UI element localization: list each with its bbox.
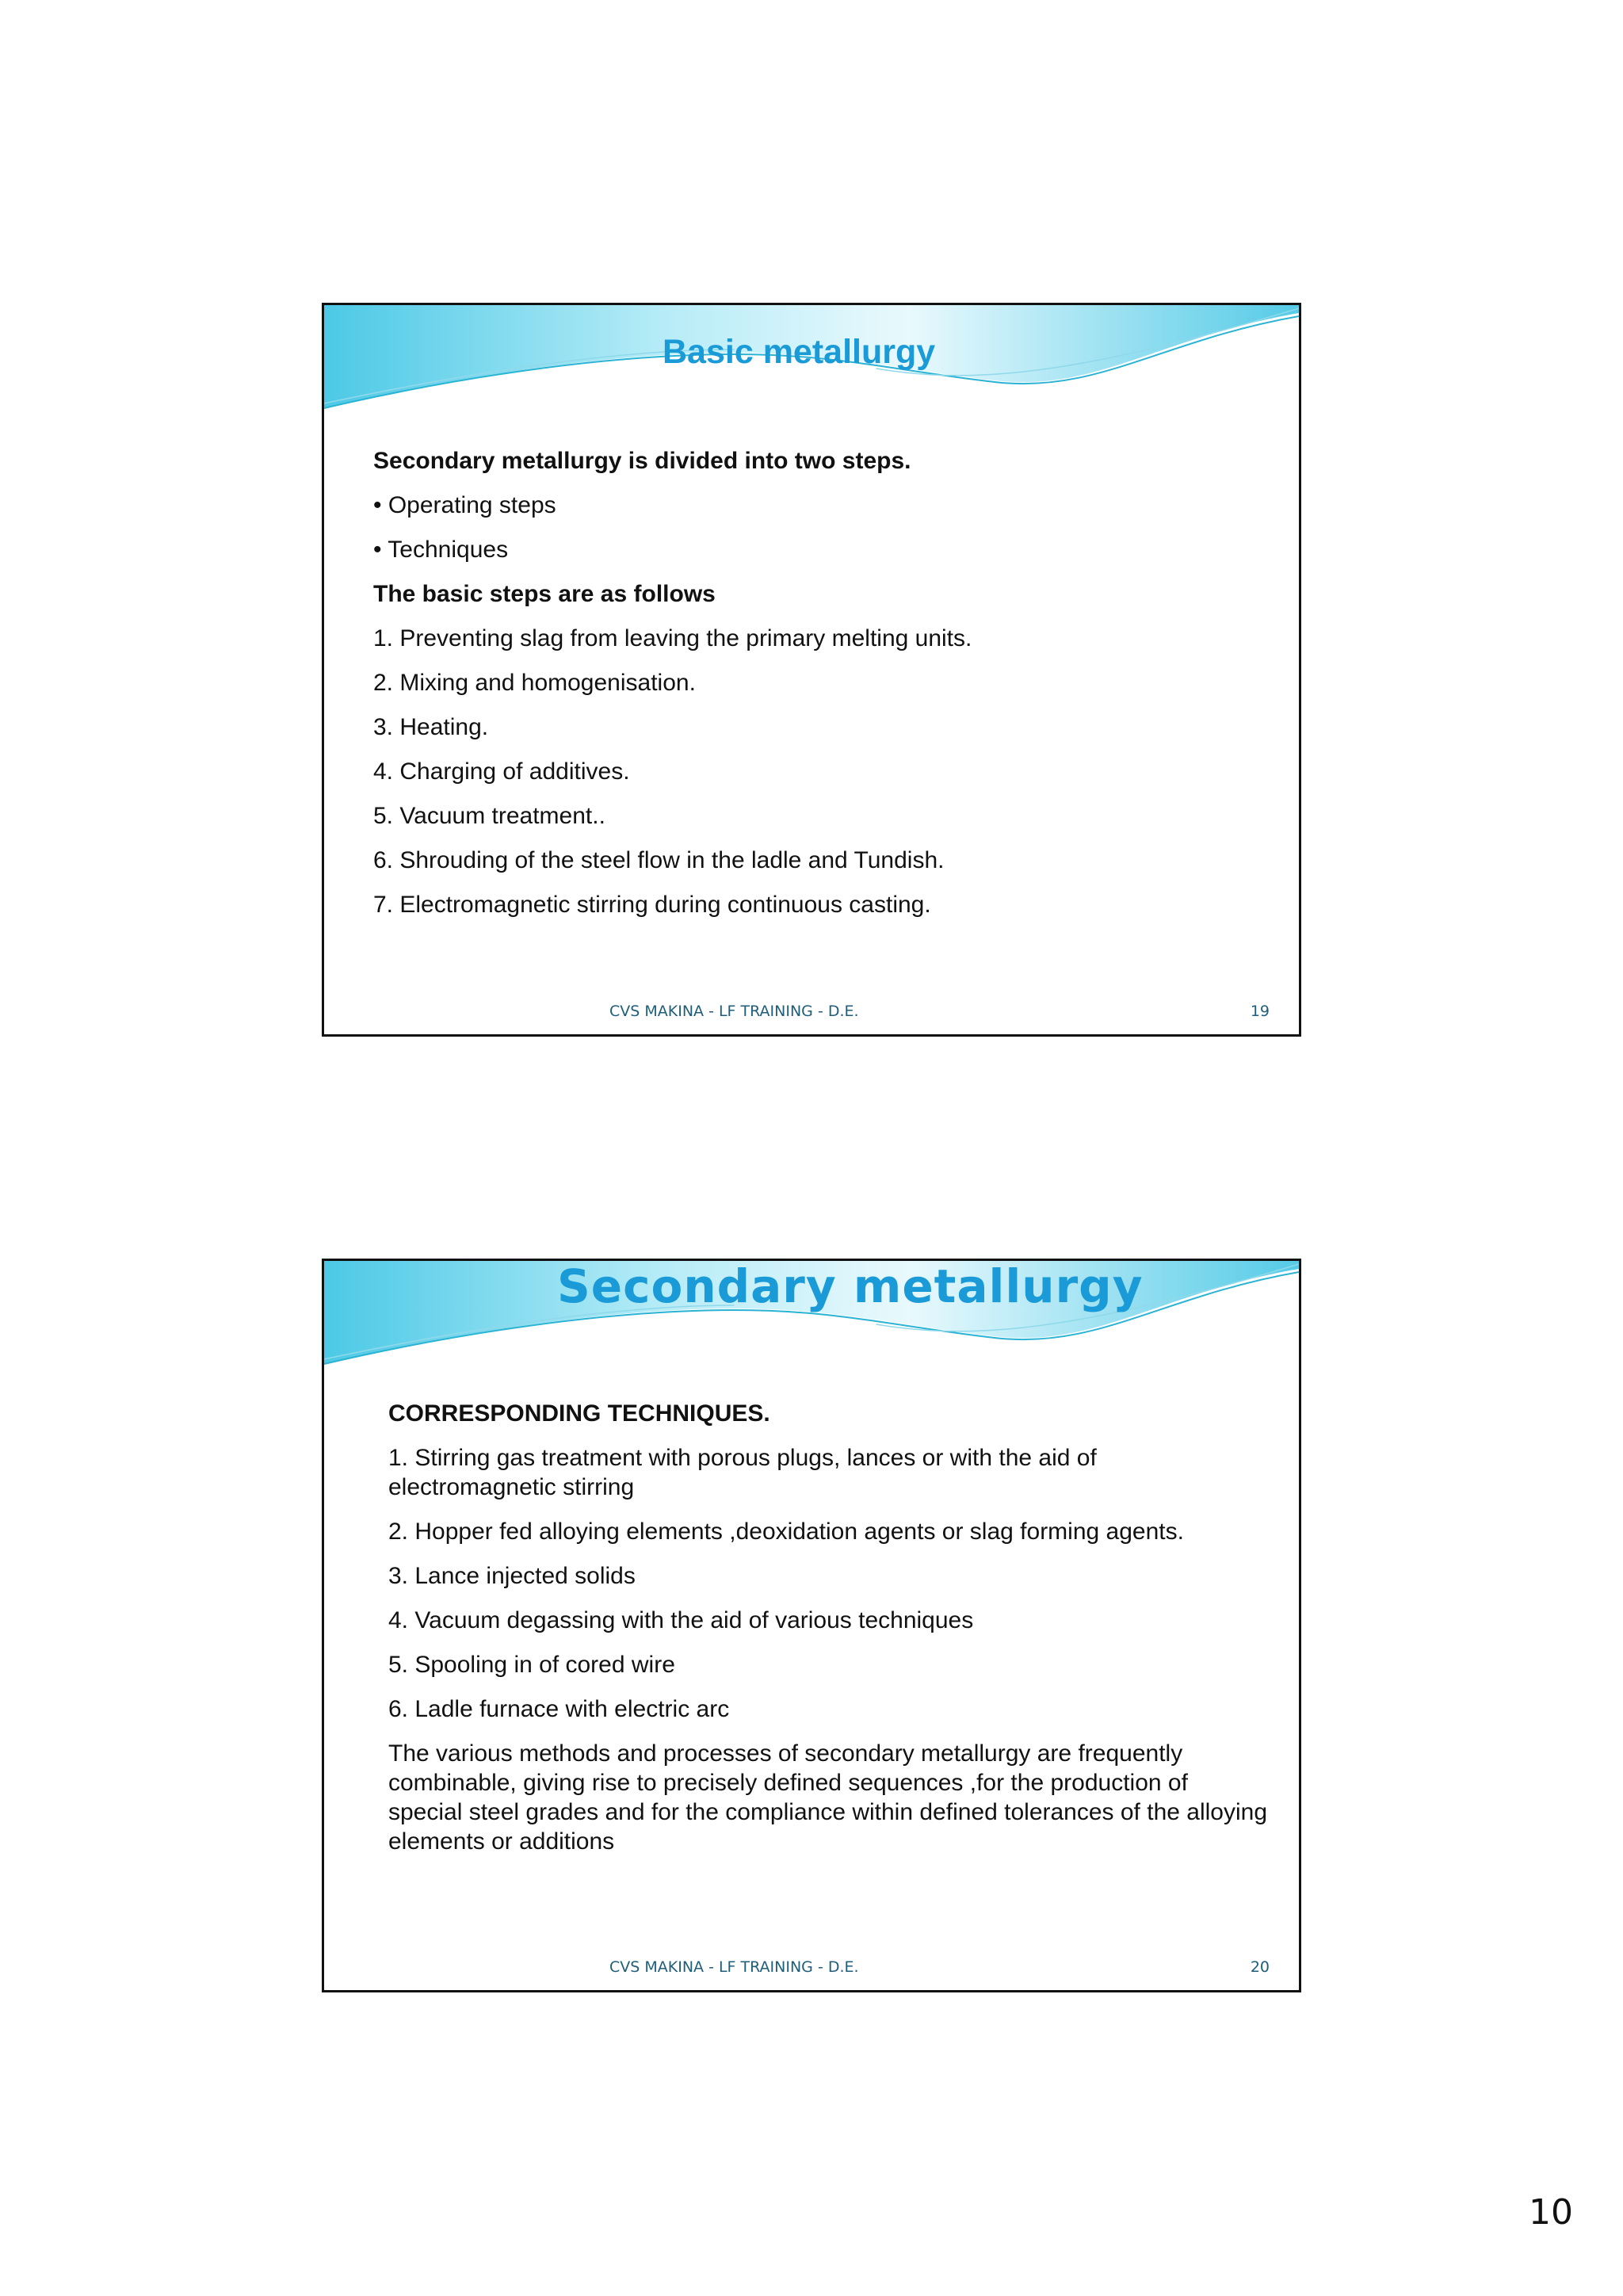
list-item: 7. Electromagnetic stirring during continuous casting. <box>373 892 931 918</box>
text-line: Secondary metallurgy is divided into two steps. <box>373 448 911 474</box>
list-item: 1. Stirring gas treatment with porous plugs, lances or with the aid of electromagnetic stirring <box>388 1445 1097 1500</box>
bullet-item: • Techniques <box>373 537 509 563</box>
slide-number: 19 <box>1250 1003 1270 1020</box>
list-item: 2. Mixing and homogenisation. <box>373 670 696 696</box>
list-item: 5. Spooling in of cored wire <box>388 1652 675 1678</box>
paragraph: The various methods and processes of secondary metallurgy are frequently combinable, giving rise to precisely defined sequences ,for the production of special steel grades and for the compliance within defined tolerances of the alloying elements or additions <box>388 1740 1268 1855</box>
slide-body <box>373 446 1261 934</box>
bullet-item: • Operating steps <box>373 492 556 518</box>
slide-footer: CVS MAKINA - LF TRAINING - D.E. <box>609 1958 859 1976</box>
list-item: 6. Ladle furnace with electric arc <box>388 1696 730 1722</box>
list-item: 1. Preventing slag from leaving the primary melting units. <box>373 625 972 651</box>
slide-footer: CVS MAKINA - LF TRAINING - D.E. <box>609 1003 859 1020</box>
text-line: The basic steps are as follows <box>373 581 716 607</box>
text-line: CORRESPONDING TECHNIQUES. <box>388 1400 770 1427</box>
slide-19 <box>322 303 1301 1037</box>
list-item: 3. Heating. <box>373 714 489 740</box>
slide-body <box>388 1399 1268 1871</box>
slide-number: 20 <box>1250 1958 1270 1976</box>
list-item: 5. Vacuum treatment.. <box>373 803 605 829</box>
slide-20 <box>322 1259 1301 1992</box>
list-item: 4. Vacuum degassing with the aid of various techniques <box>388 1607 974 1633</box>
slide-title: Basic metallurgy <box>663 333 936 371</box>
list-item: 6. Shrouding of the steel flow in the ladle and Tundish. <box>373 847 945 873</box>
list-item: 3. Lance injected solids <box>388 1563 636 1589</box>
slide-title: Secondary metallurgy <box>557 1259 1144 1313</box>
page-number: 10 <box>1529 2192 1573 2233</box>
list-item: 4. Charging of additives. <box>373 758 630 785</box>
list-item: 2. Hopper fed alloying elements ,deoxidation agents or slag forming agents. <box>388 1519 1184 1545</box>
